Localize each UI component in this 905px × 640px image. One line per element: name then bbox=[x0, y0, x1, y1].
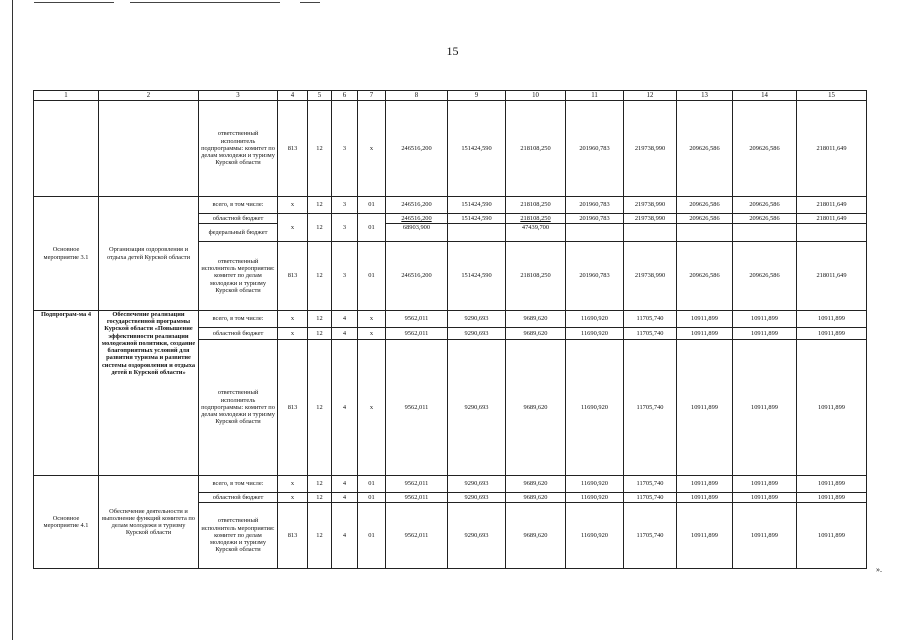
cell-amount: 151424,590 bbox=[448, 214, 506, 224]
cell-amount: 10911,899 bbox=[797, 311, 867, 328]
cell-grbs: х bbox=[278, 311, 308, 328]
cell-grbs: х bbox=[278, 197, 308, 214]
cell-amount: 218011,649 bbox=[797, 242, 867, 311]
cell-grbs: 813 bbox=[278, 242, 308, 311]
cell-amount: 9689,620 bbox=[506, 476, 566, 493]
cell-code: 01 bbox=[358, 197, 386, 214]
cell-amount: 10911,899 bbox=[733, 503, 797, 569]
cell-amount: 10911,899 bbox=[677, 340, 733, 476]
cell-amount: 10911,899 bbox=[733, 476, 797, 493]
column-number: 7 bbox=[358, 91, 386, 101]
table-row bbox=[34, 311, 867, 328]
cell-amount: 47439,700 bbox=[506, 224, 566, 242]
cell-code: 12 bbox=[308, 328, 332, 340]
cell-description: ответственный исполнитель мероприятия: комитет по делам молодежи и туризму Курской области bbox=[199, 242, 278, 311]
cell-amount: 10911,899 bbox=[733, 328, 797, 340]
cell-code: 4 bbox=[332, 503, 358, 569]
cell-amount: 10911,899 bbox=[733, 311, 797, 328]
cell-amount: 9290,693 bbox=[448, 476, 506, 493]
column-number: 6 bbox=[332, 91, 358, 101]
page-number: 15 bbox=[446, 44, 459, 58]
cell-amount: 201960,783 bbox=[566, 214, 624, 224]
column-number: 11 bbox=[566, 91, 624, 101]
cell-amount: 9562,011 bbox=[386, 493, 448, 503]
closing-quote-mark: ». bbox=[876, 565, 882, 574]
cell-activity-name: Основное мероприятие 4.1 bbox=[34, 476, 99, 569]
cell-amount: 11690,920 bbox=[566, 476, 624, 493]
column-number: 5 bbox=[308, 91, 332, 101]
cell-code: 4 bbox=[332, 311, 358, 328]
top-rule bbox=[300, 2, 320, 3]
cell-grbs: 813 bbox=[278, 101, 308, 197]
page-left-edge bbox=[12, 0, 13, 640]
cell-amount: 209626,586 bbox=[677, 197, 733, 214]
cell-amount: 246516,200 bbox=[386, 101, 448, 197]
cell-code: 3 bbox=[332, 101, 358, 197]
cell-code: х bbox=[358, 328, 386, 340]
table-row bbox=[34, 101, 867, 197]
cell-amount: 11690,920 bbox=[566, 503, 624, 569]
cell-amount: 246516,200 bbox=[386, 197, 448, 214]
cell-amount: 11690,920 bbox=[566, 311, 624, 328]
cell-empty bbox=[733, 224, 797, 242]
budget-table bbox=[33, 90, 867, 569]
cell-amount: 209626,586 bbox=[677, 101, 733, 197]
cell-code: 12 bbox=[308, 311, 332, 328]
cell-empty bbox=[34, 101, 99, 197]
cell-amount: 209626,586 bbox=[677, 214, 733, 224]
cell-amount: 219738,990 bbox=[624, 101, 677, 197]
column-number: 2 bbox=[99, 91, 199, 101]
cell-amount: 11705,740 bbox=[624, 493, 677, 503]
column-number: 8 bbox=[386, 91, 448, 101]
cell-description: областной бюджет bbox=[199, 493, 278, 503]
cell-amount: 11705,740 bbox=[624, 328, 677, 340]
cell-description: ответственный исполнитель подпрограммы: комитет по делам молодежи и туризму Курской области bbox=[199, 340, 278, 476]
cell-amount: 10911,899 bbox=[797, 476, 867, 493]
cell-code: 3 bbox=[332, 242, 358, 311]
cell-amount: 11690,920 bbox=[566, 493, 624, 503]
cell-amount: 11705,740 bbox=[624, 311, 677, 328]
cell-description: федеральный бюджет bbox=[199, 224, 278, 242]
cell-amount: 218011,649 bbox=[797, 101, 867, 197]
column-number: 9 bbox=[448, 91, 506, 101]
table-row bbox=[34, 476, 867, 493]
column-number: 15 bbox=[797, 91, 867, 101]
column-number: 14 bbox=[733, 91, 797, 101]
cell-amount: 9562,011 bbox=[386, 503, 448, 569]
cell-code: х bbox=[358, 340, 386, 476]
cell-amount: 10911,899 bbox=[677, 476, 733, 493]
cell-amount: 11705,740 bbox=[624, 476, 677, 493]
cell-amount: 9562,011 bbox=[386, 311, 448, 328]
cell-grbs: 813 bbox=[278, 340, 308, 476]
cell-amount: 219738,990 bbox=[624, 197, 677, 214]
cell-code: 12 bbox=[308, 242, 332, 311]
cell-activity-title: Организация оздоровления и отдыха детей Курской области bbox=[99, 197, 199, 311]
cell-amount: 151424,590 bbox=[448, 197, 506, 214]
cell-amount: 151424,590 bbox=[448, 101, 506, 197]
cell-amount: 201960,783 bbox=[566, 101, 624, 197]
cell-amount: 209626,586 bbox=[733, 242, 797, 311]
cell-code: 4 bbox=[332, 328, 358, 340]
cell-code: х bbox=[358, 101, 386, 197]
cell-code: 4 bbox=[332, 340, 358, 476]
cell-amount: 11705,740 bbox=[624, 503, 677, 569]
cell-description: ответственный исполнитель подпрограммы: комитет по делам молодежи и туризму Курской области bbox=[199, 101, 278, 197]
cell-amount: 219738,990 bbox=[624, 242, 677, 311]
column-number: 12 bbox=[624, 91, 677, 101]
cell-amount: 218108,250 bbox=[506, 101, 566, 197]
cell-empty bbox=[566, 224, 624, 242]
cell-empty bbox=[677, 224, 733, 242]
cell-amount: 9689,620 bbox=[506, 311, 566, 328]
cell-grbs: х bbox=[278, 493, 308, 503]
cell-amount: 9689,620 bbox=[506, 493, 566, 503]
cell-amount: 10911,899 bbox=[733, 493, 797, 503]
cell-activity-title: Обеспечение деятельности и выполнение функций комитета по делам молодежи и туризму Курской области bbox=[99, 476, 199, 569]
cell-amount: 9290,693 bbox=[448, 493, 506, 503]
cell-amount: 9562,011 bbox=[386, 328, 448, 340]
cell-amount: 218108,250 bbox=[506, 242, 566, 311]
cell-description: всего, в том числе: bbox=[199, 311, 278, 328]
cell-code: 01 bbox=[358, 503, 386, 569]
cell-description: всего, в том числе: bbox=[199, 197, 278, 214]
cell-amount: 10911,899 bbox=[797, 503, 867, 569]
cell-description: областной бюджет bbox=[199, 328, 278, 340]
cell-amount: 10911,899 bbox=[677, 328, 733, 340]
cell-amount: 209626,586 bbox=[733, 197, 797, 214]
cell-amount: 9562,011 bbox=[386, 340, 448, 476]
top-rule bbox=[34, 2, 114, 3]
cell-empty bbox=[797, 224, 867, 242]
cell-subprogram-title: Обеспечение реализации государственной программы Курской области «Повышение эффективности реализации молодежной политики, создание благоприятных условий для развития туризма и развитие системы оздоровления и отдыха детей в Курской области» bbox=[99, 311, 199, 476]
cell-empty bbox=[624, 224, 677, 242]
cell-code: 01 bbox=[358, 476, 386, 493]
cell-amount: 209626,586 bbox=[733, 214, 797, 224]
cell-amount: 218108,250 bbox=[506, 197, 566, 214]
cell-code: 12 bbox=[308, 503, 332, 569]
cell-amount: 201960,783 bbox=[566, 197, 624, 214]
cell-amount: 10911,899 bbox=[677, 493, 733, 503]
cell-description: ответственный исполнитель мероприятия: комитет по делам молодежи и туризму Курской области bbox=[199, 503, 278, 569]
cell-amount: 209626,586 bbox=[733, 101, 797, 197]
cell-code: 12 bbox=[308, 493, 332, 503]
cell-activity-name: Основное мероприятие 3.1 bbox=[34, 197, 99, 311]
cell-amount: 219738,990 bbox=[624, 214, 677, 224]
cell-amount: 9689,620 bbox=[506, 503, 566, 569]
cell-amount: 9290,693 bbox=[448, 311, 506, 328]
cell-code: 4 bbox=[332, 493, 358, 503]
cell-amount: 68903,900 bbox=[386, 224, 448, 242]
cell-amount: 9689,620 bbox=[506, 328, 566, 340]
cell-amount: 10911,899 bbox=[797, 340, 867, 476]
cell-description: всего, в том числе: bbox=[199, 476, 278, 493]
cell-amount: 9290,693 bbox=[448, 340, 506, 476]
cell-amount: 201960,783 bbox=[566, 242, 624, 311]
amount-text: 246516,200 bbox=[401, 214, 432, 222]
cell-amount: 209626,586 bbox=[677, 242, 733, 311]
column-number: 10 bbox=[506, 91, 566, 101]
cell-empty bbox=[448, 224, 506, 242]
cell-amount: 151424,590 bbox=[448, 242, 506, 311]
cell-code: х bbox=[358, 311, 386, 328]
cell-amount: 10911,899 bbox=[677, 311, 733, 328]
cell-amount: 218011,649 bbox=[797, 197, 867, 214]
cell-code: 3 bbox=[332, 197, 358, 214]
cell-grbs: х bbox=[278, 476, 308, 493]
cell-amount: 11690,920 bbox=[566, 328, 624, 340]
cell-code: 01 bbox=[358, 242, 386, 311]
column-number-row bbox=[34, 91, 867, 101]
cell-code: 01 bbox=[358, 214, 386, 242]
cell-amount bbox=[506, 214, 566, 224]
cell-amount: 218011,649 bbox=[797, 214, 867, 224]
cell-code: 01 bbox=[358, 493, 386, 503]
cell-amount bbox=[386, 214, 448, 224]
column-number: 4 bbox=[278, 91, 308, 101]
cell-empty bbox=[99, 101, 199, 197]
cell-amount: 10911,899 bbox=[797, 328, 867, 340]
cell-amount: 9290,693 bbox=[448, 503, 506, 569]
cell-amount: 11705,740 bbox=[624, 340, 677, 476]
cell-amount: 10911,899 bbox=[677, 503, 733, 569]
cell-grbs: 813 bbox=[278, 503, 308, 569]
cell-amount: 9290,693 bbox=[448, 328, 506, 340]
column-number: 13 bbox=[677, 91, 733, 101]
cell-amount: 246516,200 bbox=[386, 242, 448, 311]
cell-code: 12 bbox=[308, 476, 332, 493]
cell-code: 3 bbox=[332, 214, 358, 242]
cell-amount: 10911,899 bbox=[733, 340, 797, 476]
top-rule bbox=[130, 2, 280, 3]
amount-text: 218108,250 bbox=[520, 214, 551, 222]
cell-code: 12 bbox=[308, 340, 332, 476]
cell-description: областной бюджет bbox=[199, 214, 278, 224]
cell-amount: 11690,920 bbox=[566, 340, 624, 476]
column-number: 1 bbox=[34, 91, 99, 101]
cell-code: 12 bbox=[308, 214, 332, 242]
cell-grbs: х bbox=[278, 214, 308, 242]
cell-code: 12 bbox=[308, 101, 332, 197]
cell-grbs: х bbox=[278, 328, 308, 340]
cell-code: 4 bbox=[332, 476, 358, 493]
cell-amount: 9562,011 bbox=[386, 476, 448, 493]
cell-amount: 9689,620 bbox=[506, 340, 566, 476]
cell-subprogram-name: Подпрограм-ма 4 bbox=[34, 311, 99, 476]
column-number: 3 bbox=[199, 91, 278, 101]
cell-code: 12 bbox=[308, 197, 332, 214]
cell-amount: 10911,899 bbox=[797, 493, 867, 503]
table-row bbox=[34, 197, 867, 214]
